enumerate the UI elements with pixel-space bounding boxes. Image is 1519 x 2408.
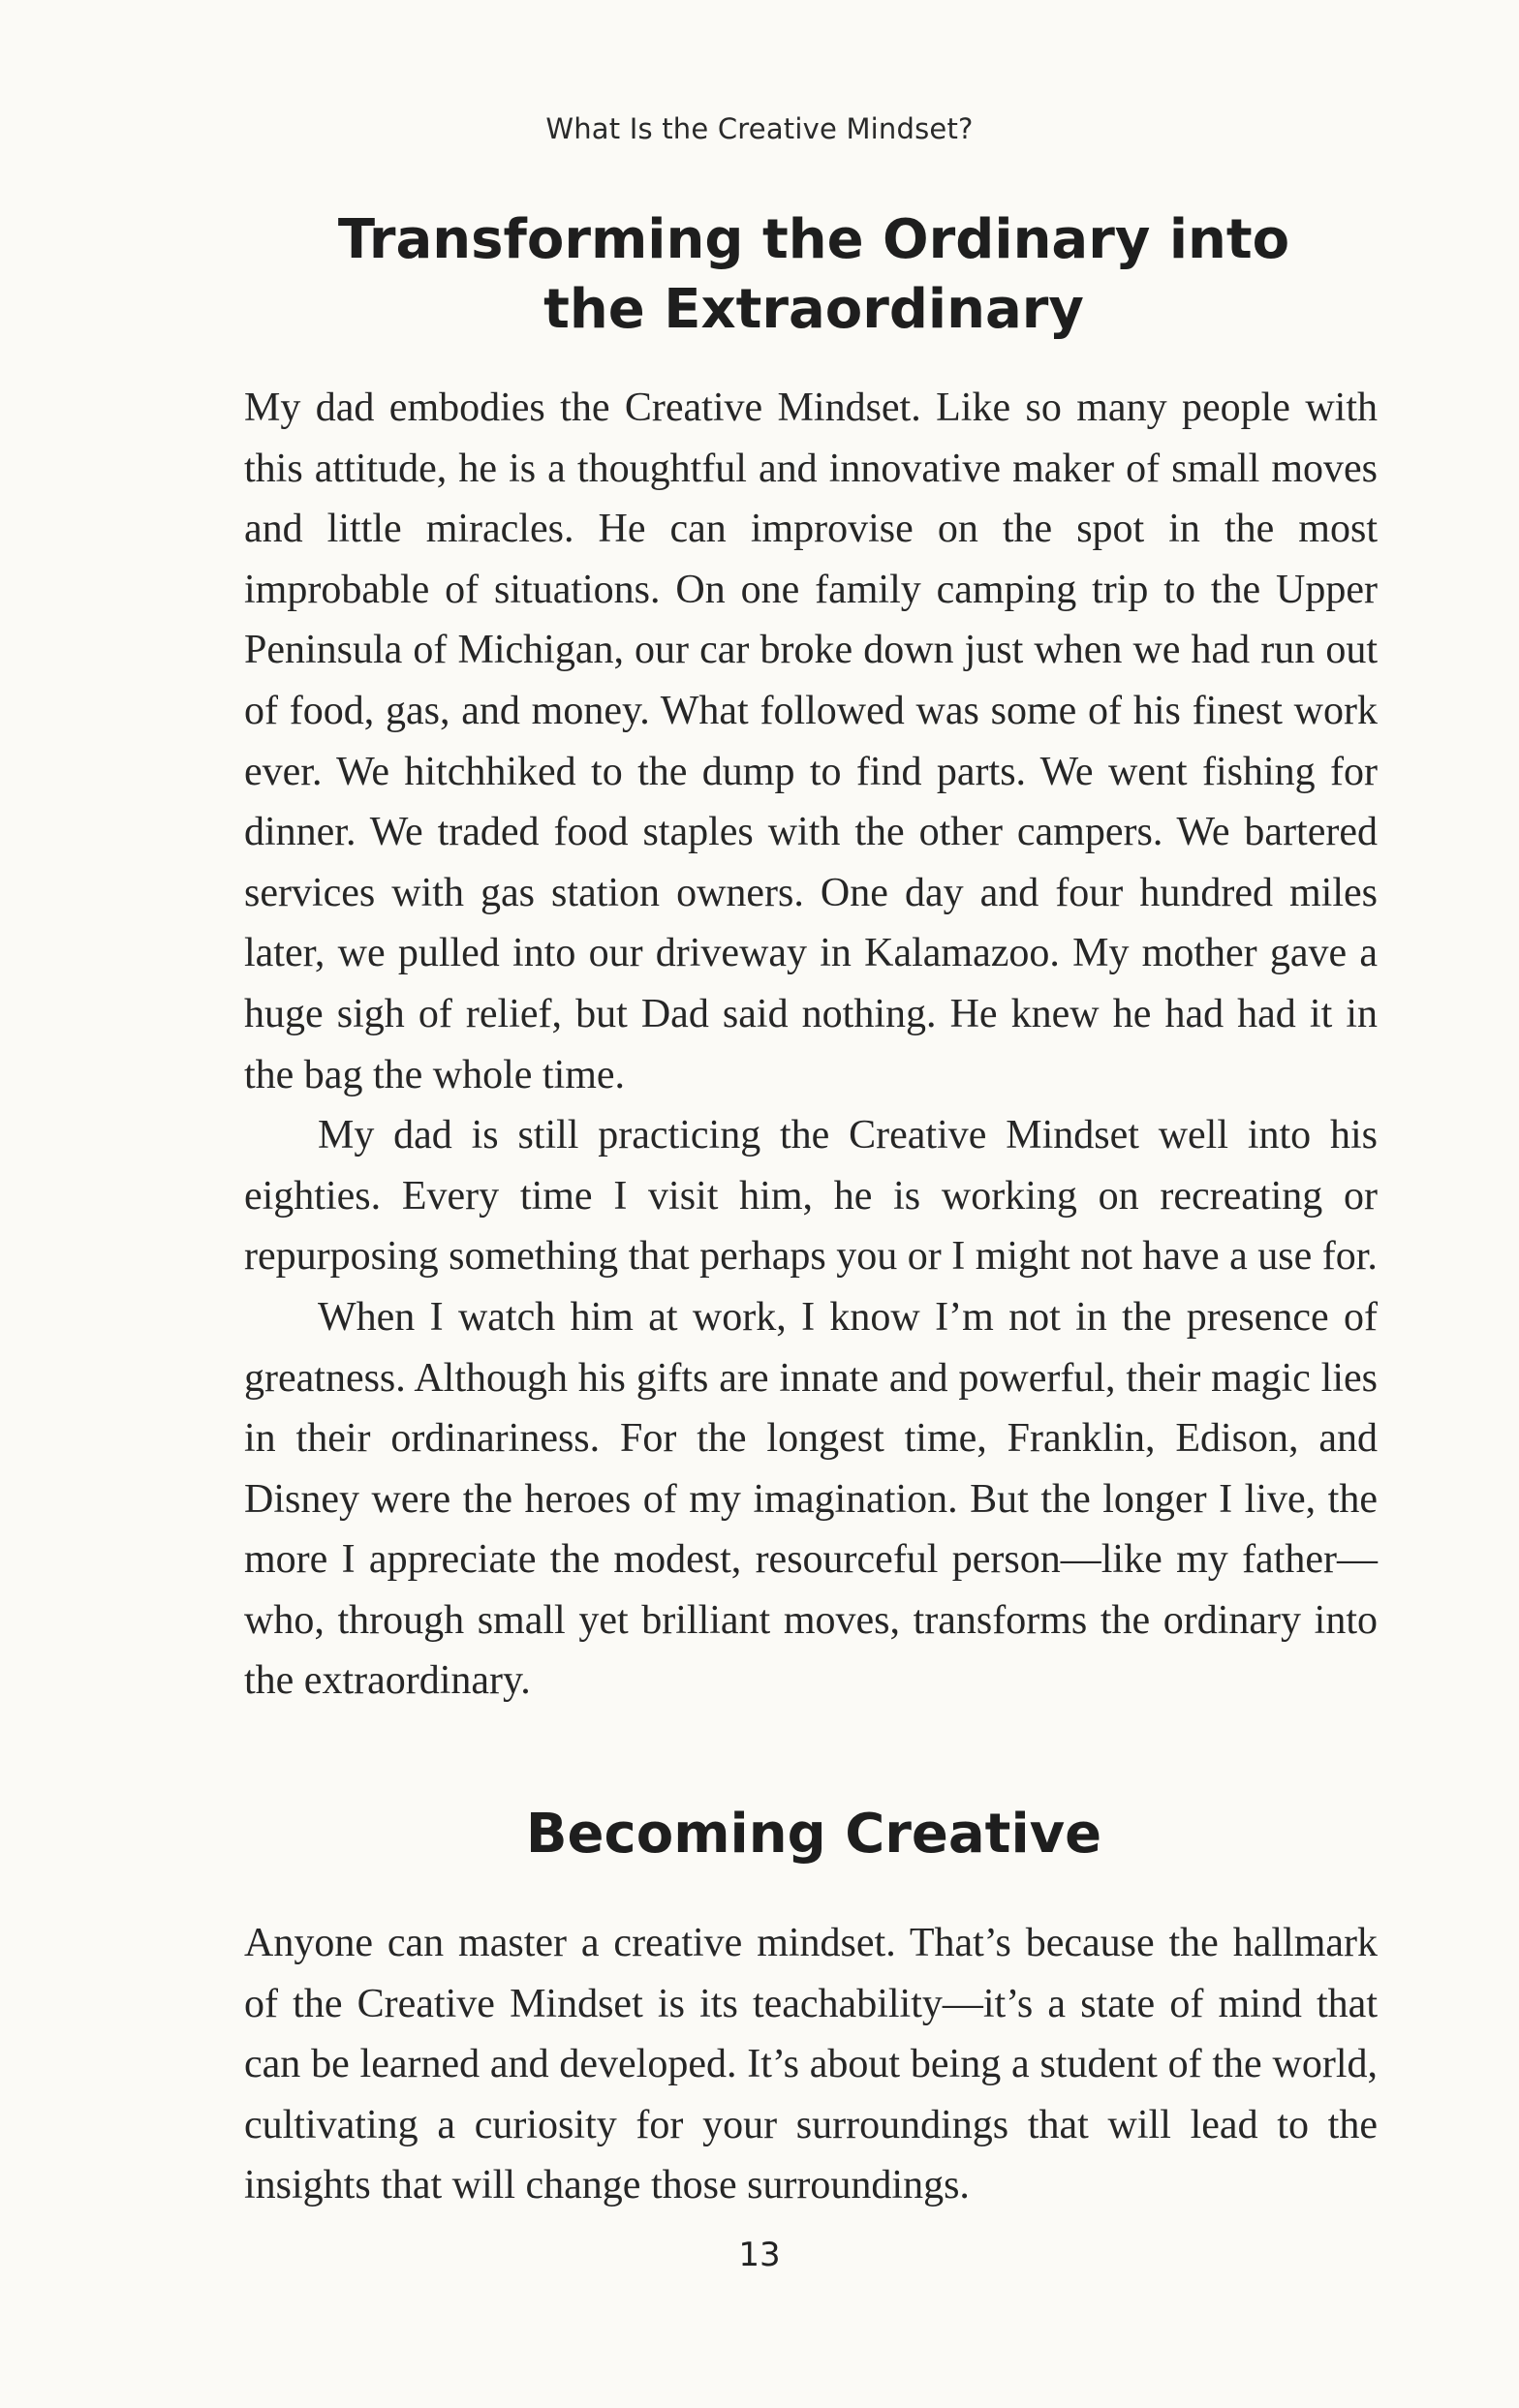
heading-line-1: Transforming the Ordinary into <box>337 208 1290 271</box>
paragraph: Anyone can master a creative mindset. That’s because the hallmark of the Creative Mindset is its teachability—it’s a state of mind that can be learned and developed. It’s about being a student of the world, cultivating a curiosity for your surroundings that will lead to the insights that will change those surroundings. <box>244 1921 1378 2208</box>
section-heading-transforming <box>194 205 1434 345</box>
heading-line-2: the Extraordinary <box>543 278 1084 341</box>
running-head: What Is the Creative Mindset? <box>545 112 974 145</box>
section-2-body <box>244 1913 1378 2216</box>
section-heading-becoming-creative: Becoming Creative <box>525 1803 1102 1866</box>
page-number: 13 <box>738 2236 781 2274</box>
section-1-body <box>244 378 1378 1712</box>
paragraph: When I watch him at work, I know I’m not in the presence of greatness. Although his gifts are innate and powerful, their magic lies in their ordinariness. For the longest time, Franklin, Edison, and Disney were the heroes of my imagination. But the longer I live, the more I appreciate the modest, resourceful person—like my father—who, through small yet brilliant moves, transforms the ordinary into the extraordinary. <box>244 1294 1378 1704</box>
paragraph: My dad is still practicing the Creative Mindset well into his eighties. Every time I visit him, he is working on recreating or repurposing something that perhaps you or I might not have a use for. <box>244 1113 1378 1280</box>
paragraph: My dad embodies the Creative Mindset. Like so many people with this attitude, he is a thoughtful and innovative maker of small moves and little miracles. He can improvise on the spot in the most improbable of situations. On one family camping trip to the Upper Peninsula of Michigan, our car broke down just when we had run out of food, gas, and money. What followed was some of his finest work ever. We hitchhiked to the dump to find parts. We went fishing for dinner. We traded food staples with the other campers. We bartered services with gas station owners. One day and four hundred miles later, we pulled into our driveway in Kalamazoo. My mother gave a huge sigh of relief, but Dad said nothing. He knew he had had it in the bag the whole time. <box>244 386 1378 1097</box>
